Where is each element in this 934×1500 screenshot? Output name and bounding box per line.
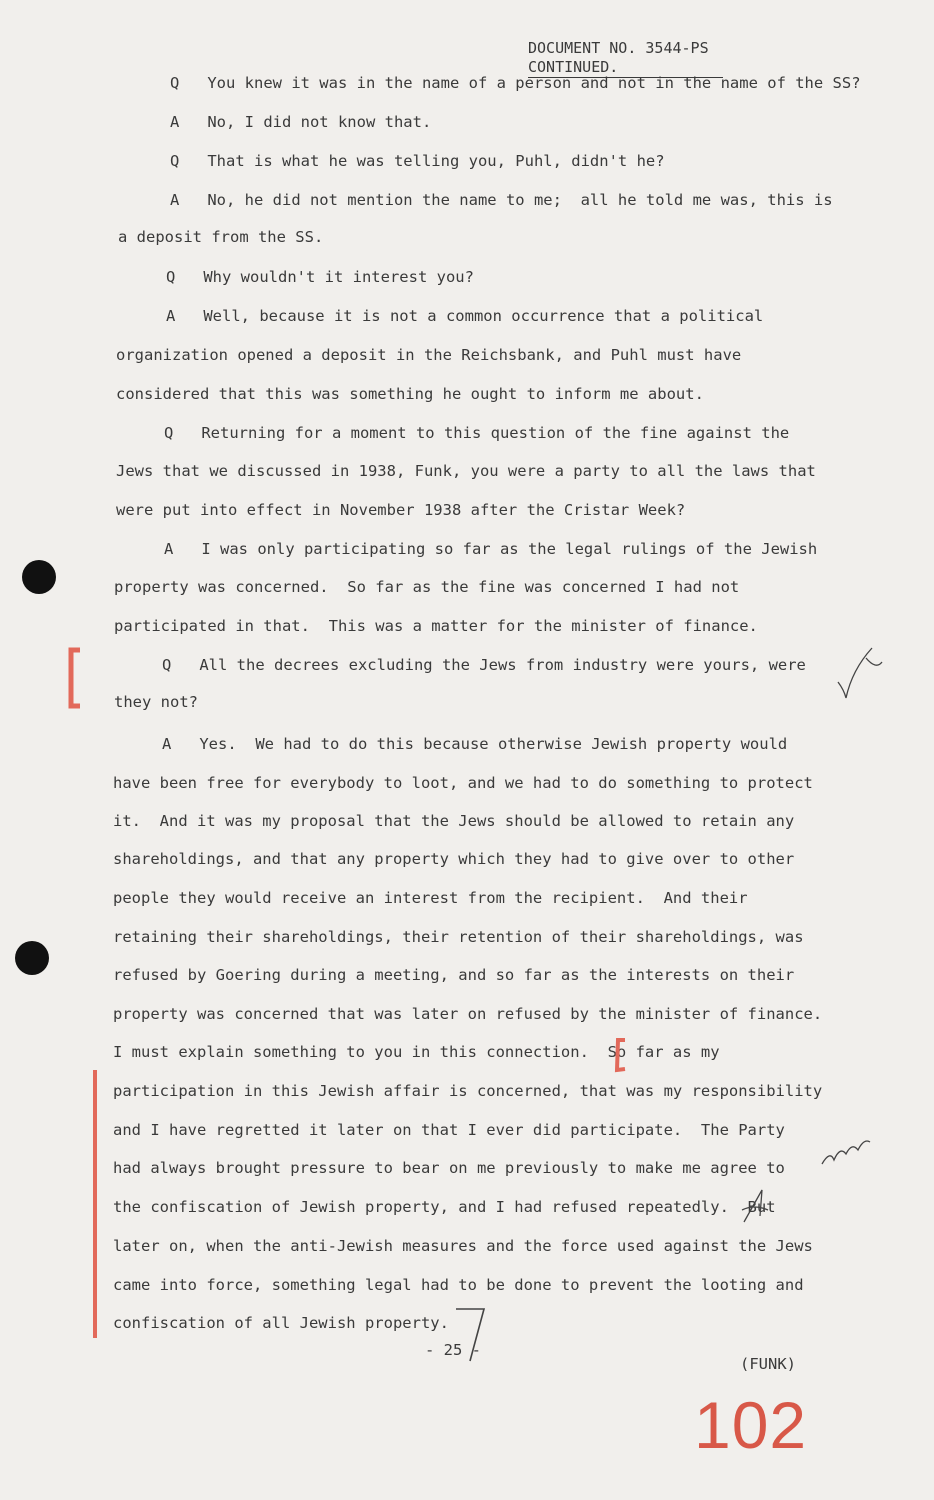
transcript-line: came into force, something legal had to be done to prevent the looting and — [113, 1276, 804, 1294]
transcript-line: shareholdings, and that any property which they had to give over to other — [113, 850, 795, 868]
handwritten-checkmark — [836, 640, 886, 700]
page-number: - 25 - — [425, 1341, 481, 1359]
transcript-line: property was concerned. So far as the fine was concerned I had not — [114, 578, 740, 596]
transcript-line: considered that this was something he ought to inform me about. — [116, 385, 704, 403]
transcript-line: refused by Goering during a meeting, and so far as the interests on their — [113, 966, 795, 984]
handwritten-bracket-mark — [452, 1305, 488, 1365]
handwritten-strike-mark — [740, 1186, 770, 1226]
red-open-bracket-mark — [613, 1038, 629, 1072]
transcript-line: Jews that we discussed in 1938, Funk, you were a party to all the laws that — [116, 462, 816, 480]
transcript-line: Q You knew it was in the name of a person and not in the name of the SS? — [170, 74, 861, 92]
transcript-line: Q Returning for a moment to this question of the fine against the — [164, 424, 790, 442]
transcript-line: had always brought pressure to bear on me previously to make me agree to — [113, 1159, 785, 1177]
transcript-line: participation in this Jewish affair is concerned, that was my responsibility — [113, 1082, 823, 1100]
transcript-line: people they would receive an interest from the recipient. And their — [113, 889, 748, 907]
continued-label: CONTINUED. — [528, 58, 619, 76]
transcript-line: Q Why wouldn't it interest you? — [166, 268, 474, 286]
document-number: DOCUMENT NO. 3544-PS — [528, 39, 709, 57]
red-bracket-mark — [66, 648, 86, 710]
transcript-line: confiscation of all Jewish property. — [113, 1314, 449, 1332]
transcript-line: Q All the decrees excluding the Jews from industry were yours, were — [162, 656, 806, 674]
transcript-line: participated in that. This was a matter for the minister of finance. — [114, 617, 758, 635]
page-stamp-number: 102 — [694, 1388, 808, 1462]
punch-hole-top — [22, 560, 56, 594]
transcript-line: A I was only participating so far as the legal rulings of the Jewish — [164, 540, 818, 558]
speaker-name: (FUNK) — [740, 1355, 796, 1373]
transcript-line: it. And it was my proposal that the Jews should be allowed to retain any — [113, 812, 795, 830]
transcript-line: retaining their shareholdings, their retention of their shareholdings, was — [113, 928, 804, 946]
transcript-line: they not? — [114, 693, 198, 711]
transcript-line: A Well, because it is not a common occurrence that a political — [166, 307, 764, 325]
transcript-line: later on, when the anti-Jewish measures and the force used against the Jews — [113, 1237, 813, 1255]
transcript-line: A No, he did not mention the name to me; all he told me was, this is — [170, 191, 833, 209]
transcript-line: were put into effect in November 1938 after the Cristar Week? — [116, 501, 686, 519]
transcript-line: A Yes. We had to do this because otherwise Jewish property would — [162, 735, 788, 753]
transcript-line: have been free for everybody to loot, and we had to do something to protect — [113, 774, 813, 792]
transcript-line: Q That is what he was telling you, Puhl, didn't he? — [170, 152, 665, 170]
red-margin-line — [93, 1070, 97, 1338]
transcript-line: I must explain something to you in this connection. So far as my — [113, 1043, 720, 1061]
transcript-line: the confiscation of Jewish property, and I had refused repeatedly. But — [113, 1198, 776, 1216]
punch-hole-bottom — [15, 941, 49, 975]
transcript-line: A No, I did not know that. — [170, 113, 432, 131]
handwritten-margin-note — [820, 1120, 874, 1170]
transcript-line: a deposit from the SS. — [118, 228, 324, 246]
transcript-line: property was concerned that was later on refused by the minister of finance. — [113, 1005, 823, 1023]
transcript-line: and I have regretted it later on that I ever did participate. The Party — [113, 1121, 785, 1139]
transcript-line: organization opened a deposit in the Reichsbank, and Puhl must have — [116, 346, 742, 364]
